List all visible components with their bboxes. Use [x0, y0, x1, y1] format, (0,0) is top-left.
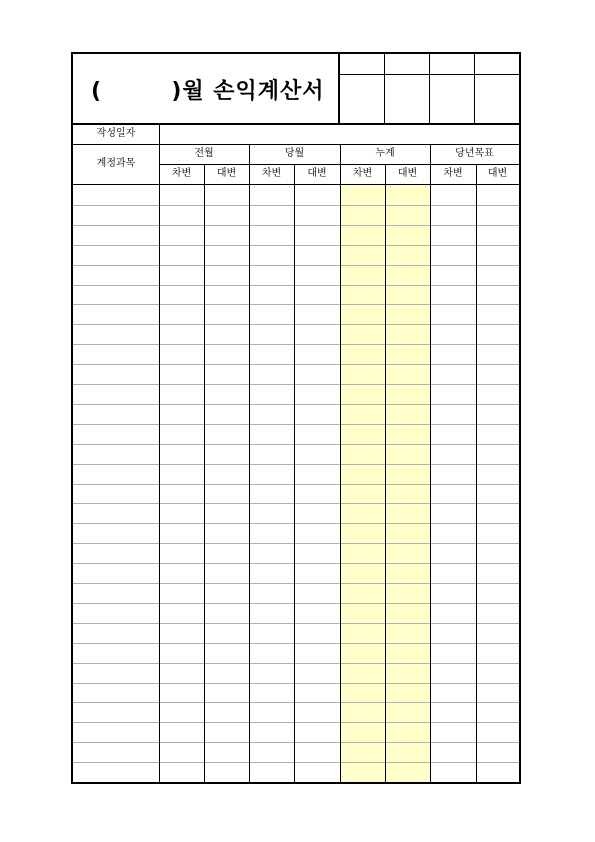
- income-statement-form: [71, 52, 521, 784]
- table-row[interactable]: [73, 543, 519, 563]
- sub-header-debit: 차변: [443, 168, 463, 179]
- col-divider-7: [476, 164, 477, 782]
- sub-header-credit: 대변: [307, 168, 327, 179]
- table-row[interactable]: [73, 722, 519, 742]
- table-row[interactable]: [73, 583, 519, 603]
- table-row[interactable]: [73, 265, 519, 285]
- approval-box-4[interactable]: [475, 54, 519, 124]
- table-row[interactable]: [73, 742, 519, 762]
- table-row[interactable]: [73, 304, 519, 324]
- account-label: 계정과목: [96, 158, 136, 169]
- sub-header-credit: 대변: [397, 168, 418, 179]
- sub-header-debit: 차변: [171, 168, 192, 179]
- table-row[interactable]: [73, 245, 519, 265]
- table-row[interactable]: [73, 444, 519, 464]
- col-divider-6: [430, 144, 431, 782]
- group-header-cumulative: 누계: [375, 148, 395, 159]
- col-divider-4: [340, 144, 341, 782]
- group-header-line: [159, 164, 519, 165]
- table-row[interactable]: [73, 344, 519, 364]
- group-header-annual-target: 당년목표: [455, 148, 494, 159]
- table-row[interactable]: [73, 324, 519, 344]
- group-header-this-month: 당월: [284, 148, 305, 159]
- table-row[interactable]: [73, 185, 519, 205]
- sub-header-credit: 대변: [216, 168, 237, 179]
- col-divider-3: [294, 164, 295, 782]
- page-title: ( )월 손익계산서: [91, 79, 325, 104]
- date-field[interactable]: [160, 125, 519, 144]
- table-row[interactable]: [73, 603, 519, 623]
- sub-header-credit: 대변: [487, 168, 508, 179]
- table-row[interactable]: [73, 424, 519, 444]
- table-row[interactable]: [73, 384, 519, 404]
- date-label: 작성일자: [96, 128, 136, 139]
- col-divider-1: [204, 164, 205, 782]
- title-area: [73, 54, 340, 124]
- col-divider-5: [385, 164, 386, 782]
- approval-box-1[interactable]: [340, 54, 385, 124]
- table-row[interactable]: [73, 523, 519, 543]
- sub-header-debit: 차변: [261, 168, 282, 179]
- table-row[interactable]: [73, 404, 519, 424]
- table-row[interactable]: [73, 623, 519, 643]
- table-row[interactable]: [73, 464, 519, 484]
- table-row[interactable]: [73, 225, 519, 245]
- approval-grid: [340, 54, 519, 124]
- group-header-prev-month: 전월: [194, 148, 214, 159]
- table-row[interactable]: [73, 643, 519, 663]
- table-row[interactable]: [73, 364, 519, 384]
- table-row[interactable]: [73, 563, 519, 583]
- table-row[interactable]: [73, 205, 519, 225]
- table-row[interactable]: [73, 503, 519, 523]
- col-divider-2: [249, 144, 250, 782]
- account-column-divider: [159, 125, 160, 782]
- date-row-bottom-line: [73, 144, 519, 145]
- approval-box-3[interactable]: [430, 54, 475, 124]
- approval-box-2[interactable]: [385, 54, 430, 124]
- table-row[interactable]: [73, 663, 519, 683]
- table-row[interactable]: [73, 702, 519, 722]
- sub-header-debit: 차변: [352, 168, 373, 179]
- table-row[interactable]: [73, 484, 519, 504]
- table-row[interactable]: [73, 683, 519, 703]
- table-row[interactable]: [73, 285, 519, 305]
- table-row[interactable]: [73, 762, 519, 782]
